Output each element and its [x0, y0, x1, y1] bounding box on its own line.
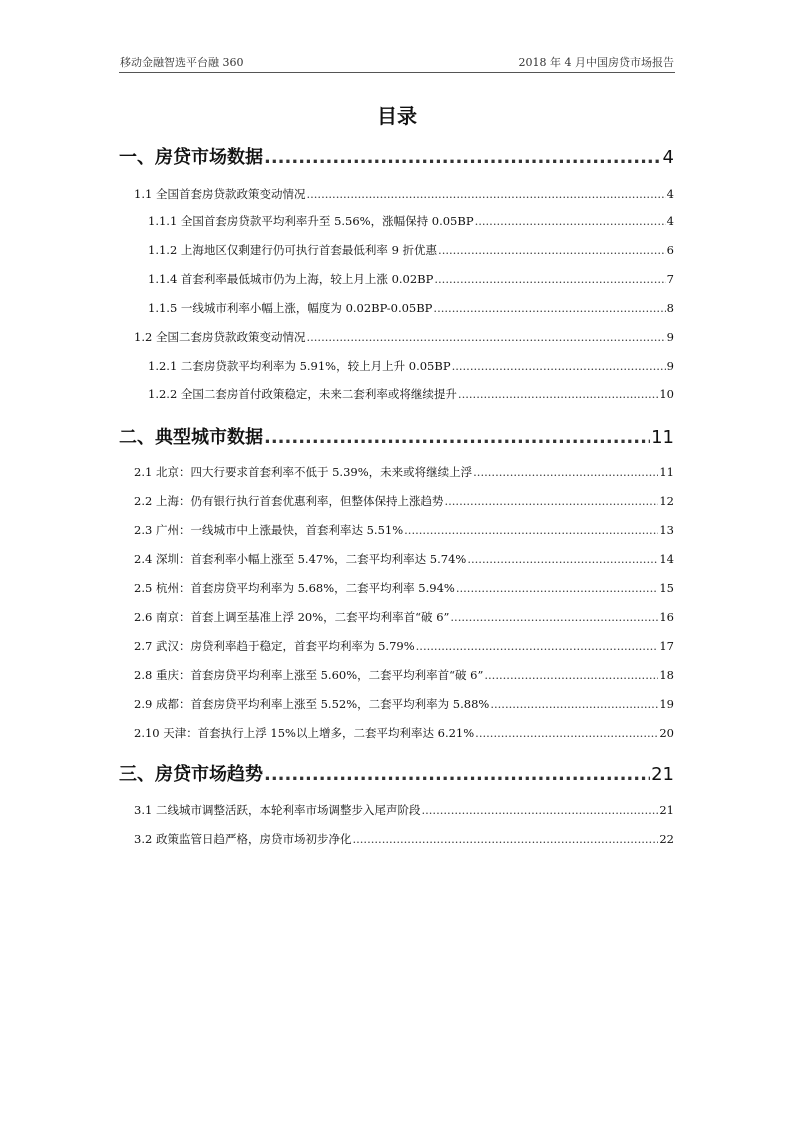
page-header	[119, 52, 675, 73]
toc-entry-page: 13	[659, 523, 674, 537]
toc-entry-label: 三、房贷市场趋势	[119, 764, 263, 785]
toc-entry-page: 8	[666, 301, 674, 315]
dot-leader	[475, 214, 666, 228]
toc-entry-level2[interactable]	[119, 696, 674, 712]
dot-leader	[484, 668, 658, 682]
toc-entry-label: 2.5 杭州：首套房贷平均利率为 5.68%，二套平均利率 5.94%	[134, 581, 455, 595]
toc-entry-level2[interactable]	[119, 638, 674, 654]
header-left-text: 移动金融智选平台融 360	[120, 56, 244, 69]
toc-entry-label: 1.1.2 上海地区仅剩建行仍可执行首套最低利率 9 折优惠	[148, 243, 438, 257]
dot-leader	[306, 187, 665, 201]
toc-entry-page: 9	[666, 330, 674, 344]
dot-leader	[467, 552, 658, 566]
toc-entry-label: 一、房贷市场数据	[119, 147, 263, 168]
header-right-text: 2018 年 4 月中国房贷市场报告	[518, 56, 674, 69]
toc-entry-label: 3.1 二线城市调整活跃，本轮利率市场调整步入尾声阶段	[134, 803, 421, 817]
dot-leader	[264, 147, 662, 168]
toc-entry-page: 22	[659, 832, 674, 846]
toc-entry-page: 12	[659, 494, 674, 508]
toc-entry-level3[interactable]	[119, 386, 674, 402]
toc-entry-label: 2.8 重庆：首套房贷平均利率上涨至 5.60%，二套平均利率首“破 6”	[134, 668, 484, 682]
toc-entry-page: 6	[666, 243, 674, 257]
dot-leader	[416, 639, 659, 653]
toc-entry-label: 1.2 全国二套房贷款政策变动情况	[134, 330, 306, 344]
toc-entry-level1[interactable]	[119, 423, 674, 449]
toc-entry-level2[interactable]	[119, 667, 674, 683]
toc-entry-page: 4	[662, 147, 674, 168]
toc-entry-page: 10	[659, 387, 674, 401]
toc-entry-label: 3.2 政策监管日趋严格，房贷市场初步净化	[134, 832, 352, 846]
dot-leader	[490, 697, 658, 711]
toc-entry-level3[interactable]	[119, 300, 674, 316]
toc-entry-level2[interactable]	[119, 186, 674, 202]
toc-entry-page: 21	[659, 803, 674, 817]
toc-entry-label: 1.1 全国首套房贷款政策变动情况	[134, 187, 306, 201]
dot-leader	[475, 726, 658, 740]
toc-entry-label: 1.2.2 全国二套房首付政策稳定，未来二套利率或将继续提升	[148, 387, 457, 401]
toc-entry-label: 2.10 天津：首套执行上浮 15%以上增多，二套平均利率达 6.21%	[134, 726, 475, 740]
toc-entry-page: 16	[659, 610, 674, 624]
toc-entry-level2[interactable]	[119, 493, 674, 509]
dot-leader	[433, 301, 665, 315]
toc-entry-page: 14	[659, 552, 674, 566]
dot-leader	[452, 359, 666, 373]
toc-entry-label: 2.1 北京：四大行要求首套利率不低于 5.39%，未来或将继续上浮	[134, 465, 473, 479]
toc-entry-label: 2.9 成都：首套房贷平均利率上涨至 5.52%，二套平均利率为 5.88%	[134, 697, 490, 711]
dot-leader	[444, 494, 658, 508]
toc-entry-page: 21	[651, 764, 674, 785]
toc-entry-label: 2.3 广州：一线城市中上涨最快，首套利率达 5.51%	[134, 523, 404, 537]
toc-entry-level2[interactable]	[119, 802, 674, 818]
toc-entry-level2[interactable]	[119, 329, 674, 345]
toc-entry-page: 17	[659, 639, 674, 653]
toc-entry-level3[interactable]	[119, 358, 674, 374]
dot-leader	[434, 272, 665, 286]
toc-entry-level2[interactable]	[119, 580, 674, 596]
toc-entry-page: 15	[659, 581, 674, 595]
toc-entry-level3[interactable]	[119, 242, 674, 258]
toc-entry-page: 19	[659, 697, 674, 711]
dot-leader	[264, 427, 650, 448]
toc-entry-page: 4	[666, 214, 674, 228]
dot-leader	[438, 243, 666, 257]
toc-entry-label: 1.1.1 全国首套房贷款平均利率升至 5.56%，涨幅保持 0.05BP	[148, 214, 474, 228]
dot-leader	[421, 803, 658, 817]
toc-entry-level3[interactable]	[119, 271, 674, 287]
dot-leader	[306, 330, 665, 344]
toc-entry-label: 2.6 南京：首套上调至基准上浮 20%，二套平均利率首“破 6”	[134, 610, 450, 624]
toc-entry-label: 1.1.5 一线城市利率小幅上涨，幅度为 0.02BP-0.05BP	[148, 301, 433, 315]
toc-entry-page: 7	[666, 272, 674, 286]
toc-entry-page: 20	[659, 726, 674, 740]
toc-entry-level2[interactable]	[119, 725, 674, 741]
toc-entry-label: 2.2 上海：仍有银行执行首套优惠利率，但整体保持上涨趋势	[134, 494, 444, 508]
dot-leader	[456, 581, 659, 595]
toc-entry-level2[interactable]	[119, 522, 674, 538]
dot-leader	[404, 523, 658, 537]
toc-entry-level2[interactable]	[119, 464, 674, 480]
dot-leader	[352, 832, 658, 846]
toc-entry-page: 18	[659, 668, 674, 682]
toc-entry-level1[interactable]	[119, 760, 674, 786]
toc-entry-label: 2.7 武汉：房贷利率趋于稳定，首套平均利率为 5.79%	[134, 639, 415, 653]
toc-entry-label: 二、典型城市数据	[119, 427, 263, 448]
toc-entry-page: 9	[666, 359, 674, 373]
toc-entry-page: 11	[659, 465, 674, 479]
toc-entry-label: 1.1.4 首套利率最低城市仍为上海，较上月上涨 0.02BP	[148, 272, 434, 286]
toc-entry-label: 2.4 深圳：首套利率小幅上涨至 5.47%，二套平均利率达 5.74%	[134, 552, 467, 566]
toc-title: 目录	[377, 104, 417, 128]
dot-leader	[264, 764, 650, 785]
toc-entry-level3[interactable]	[119, 213, 674, 229]
toc-entry-page: 11	[651, 427, 674, 448]
dot-leader	[458, 387, 658, 401]
dot-leader	[450, 610, 658, 624]
dot-leader	[473, 465, 658, 479]
toc-entry-page: 4	[666, 187, 674, 201]
toc-entry-level2[interactable]	[119, 551, 674, 567]
toc-entry-level2[interactable]	[119, 609, 674, 625]
toc-entry-label: 1.2.1 二套房贷款平均利率为 5.91%，较上月上升 0.05BP	[148, 359, 451, 373]
toc-entry-level1[interactable]	[119, 143, 674, 169]
toc-entry-level2[interactable]	[119, 831, 674, 847]
